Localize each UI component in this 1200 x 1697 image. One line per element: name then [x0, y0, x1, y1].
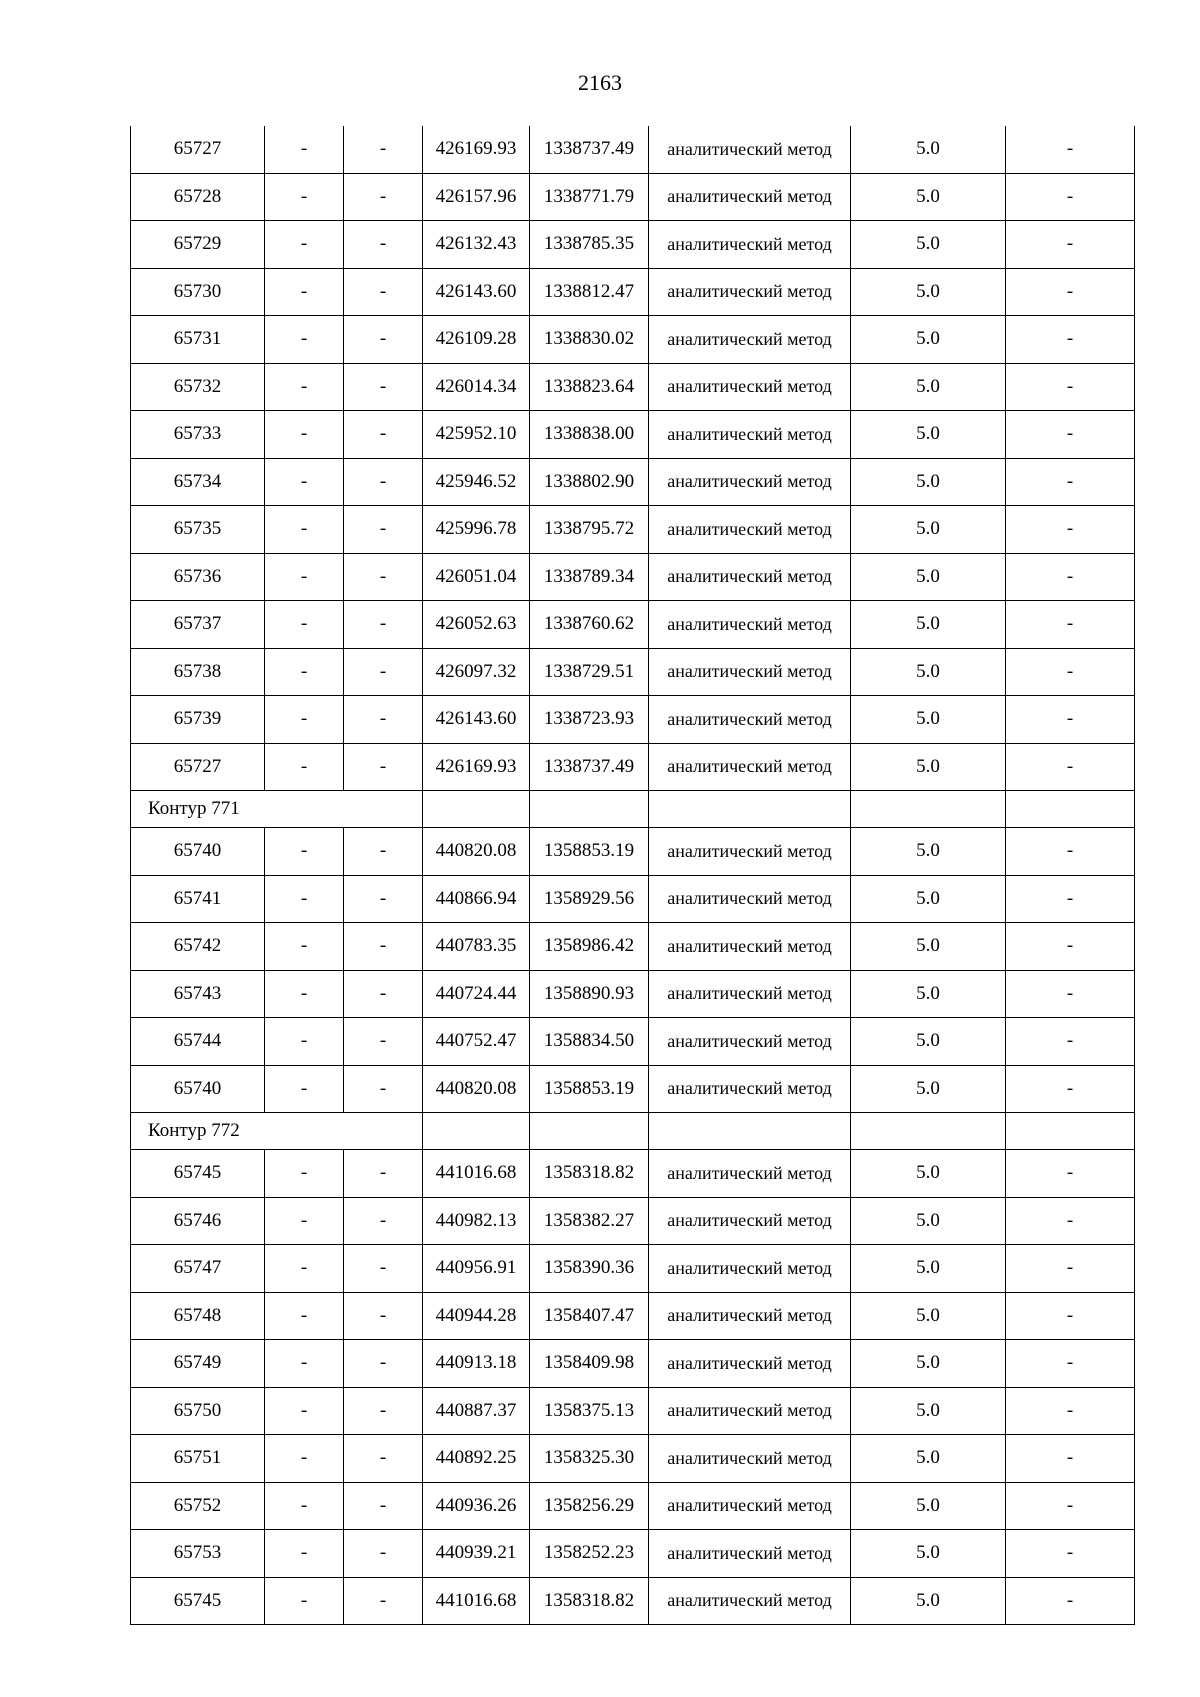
- dash-cell: -: [1006, 553, 1135, 601]
- point-number-cell: 65743: [131, 970, 265, 1018]
- dash-cell: -: [265, 648, 344, 696]
- dash-cell: -: [1006, 923, 1135, 971]
- empty-cell: [649, 791, 851, 828]
- dash-cell: -: [265, 1245, 344, 1293]
- point-row: [131, 553, 1135, 601]
- dash-cell: -: [344, 1577, 423, 1625]
- y-coordinate-cell: 1358853.19: [530, 828, 649, 876]
- y-coordinate-cell: 1338737.49: [530, 743, 649, 791]
- point-number-cell: 65727: [131, 126, 265, 173]
- point-number-cell: 65736: [131, 553, 265, 601]
- accuracy-cell: 5.0: [851, 648, 1006, 696]
- y-coordinate-cell: 1338723.93: [530, 696, 649, 744]
- x-coordinate-cell: 440944.28: [423, 1292, 530, 1340]
- point-number-cell: 65750: [131, 1387, 265, 1435]
- method-cell: аналитический метод: [649, 173, 851, 221]
- dash-cell: -: [344, 1065, 423, 1113]
- y-coordinate-cell: 1358318.82: [530, 1577, 649, 1625]
- dash-cell: -: [1006, 1292, 1135, 1340]
- point-number-cell: 65748: [131, 1292, 265, 1340]
- dash-cell: -: [344, 173, 423, 221]
- accuracy-cell: 5.0: [851, 1387, 1006, 1435]
- accuracy-cell: 5.0: [851, 601, 1006, 649]
- dash-cell: -: [265, 1340, 344, 1388]
- point-row: [131, 458, 1135, 506]
- method-cell: аналитический метод: [649, 1387, 851, 1435]
- point-row: [131, 126, 1135, 173]
- point-row: [131, 221, 1135, 269]
- dash-cell: -: [265, 828, 344, 876]
- point-number-cell: 65737: [131, 601, 265, 649]
- point-number-cell: 65740: [131, 1065, 265, 1113]
- coordinates-table: [130, 126, 1135, 1625]
- method-cell: аналитический метод: [649, 411, 851, 459]
- y-coordinate-cell: 1358929.56: [530, 875, 649, 923]
- dash-cell: -: [344, 970, 423, 1018]
- dash-cell: -: [344, 1435, 423, 1483]
- dash-cell: -: [265, 1482, 344, 1530]
- method-cell: аналитический метод: [649, 1577, 851, 1625]
- dash-cell: -: [265, 411, 344, 459]
- method-cell: аналитический метод: [649, 1292, 851, 1340]
- accuracy-cell: 5.0: [851, 506, 1006, 554]
- point-row: [131, 875, 1135, 923]
- empty-cell: [1006, 1113, 1135, 1150]
- y-coordinate-cell: 1358318.82: [530, 1150, 649, 1198]
- x-coordinate-cell: 440887.37: [423, 1387, 530, 1435]
- point-number-cell: 65740: [131, 828, 265, 876]
- point-number-cell: 65749: [131, 1340, 265, 1388]
- point-row: [131, 1340, 1135, 1388]
- point-row: [131, 411, 1135, 459]
- accuracy-cell: 5.0: [851, 411, 1006, 459]
- y-coordinate-cell: 1338760.62: [530, 601, 649, 649]
- point-row: [131, 316, 1135, 364]
- method-cell: аналитический метод: [649, 828, 851, 876]
- point-number-cell: 65741: [131, 875, 265, 923]
- dash-cell: -: [344, 506, 423, 554]
- method-cell: аналитический метод: [649, 601, 851, 649]
- y-coordinate-cell: 1338823.64: [530, 363, 649, 411]
- dash-cell: -: [1006, 316, 1135, 364]
- accuracy-cell: 5.0: [851, 828, 1006, 876]
- method-cell: аналитический метод: [649, 1340, 851, 1388]
- empty-cell: [1006, 791, 1135, 828]
- dash-cell: -: [344, 316, 423, 364]
- dash-cell: -: [1006, 126, 1135, 173]
- point-number-cell: 65729: [131, 221, 265, 269]
- point-row: [131, 923, 1135, 971]
- dash-cell: -: [265, 923, 344, 971]
- point-row: [131, 601, 1135, 649]
- dash-cell: -: [344, 1387, 423, 1435]
- x-coordinate-cell: 441016.68: [423, 1577, 530, 1625]
- dash-cell: -: [1006, 1150, 1135, 1198]
- dash-cell: -: [344, 743, 423, 791]
- dash-cell: -: [344, 1018, 423, 1066]
- empty-cell: [423, 1113, 530, 1150]
- point-number-cell: 65753: [131, 1530, 265, 1578]
- contour-header-row: [131, 1113, 1135, 1150]
- x-coordinate-cell: 440892.25: [423, 1435, 530, 1483]
- point-row: [131, 1292, 1135, 1340]
- dash-cell: -: [344, 411, 423, 459]
- accuracy-cell: 5.0: [851, 316, 1006, 364]
- point-row: [131, 696, 1135, 744]
- empty-cell: [530, 791, 649, 828]
- method-cell: аналитический метод: [649, 743, 851, 791]
- dash-cell: -: [265, 1292, 344, 1340]
- accuracy-cell: 5.0: [851, 268, 1006, 316]
- point-row: [131, 1387, 1135, 1435]
- dash-cell: -: [265, 601, 344, 649]
- contour-label: Контур 772: [131, 1113, 423, 1150]
- dash-cell: -: [344, 1482, 423, 1530]
- accuracy-cell: 5.0: [851, 1065, 1006, 1113]
- dash-cell: -: [265, 316, 344, 364]
- point-row: [131, 1018, 1135, 1066]
- method-cell: аналитический метод: [649, 1065, 851, 1113]
- x-coordinate-cell: 440752.47: [423, 1018, 530, 1066]
- accuracy-cell: 5.0: [851, 1340, 1006, 1388]
- dash-cell: -: [1006, 268, 1135, 316]
- point-number-cell: 65732: [131, 363, 265, 411]
- y-coordinate-cell: 1338737.49: [530, 126, 649, 173]
- dash-cell: -: [1006, 828, 1135, 876]
- point-number-cell: 65745: [131, 1150, 265, 1198]
- dash-cell: -: [265, 363, 344, 411]
- dash-cell: -: [265, 1530, 344, 1578]
- accuracy-cell: 5.0: [851, 221, 1006, 269]
- dash-cell: -: [344, 875, 423, 923]
- point-number-cell: 65752: [131, 1482, 265, 1530]
- x-coordinate-cell: 426052.63: [423, 601, 530, 649]
- empty-cell: [649, 1113, 851, 1150]
- dash-cell: -: [344, 1340, 423, 1388]
- dash-cell: -: [344, 126, 423, 173]
- point-row: [131, 1530, 1135, 1578]
- method-cell: аналитический метод: [649, 458, 851, 506]
- dash-cell: -: [344, 828, 423, 876]
- x-coordinate-cell: 440982.13: [423, 1197, 530, 1245]
- dash-cell: -: [1006, 1482, 1135, 1530]
- dash-cell: -: [1006, 970, 1135, 1018]
- accuracy-cell: 5.0: [851, 553, 1006, 601]
- x-coordinate-cell: 426143.60: [423, 268, 530, 316]
- point-row: [131, 1150, 1135, 1198]
- point-row: [131, 363, 1135, 411]
- dash-cell: -: [1006, 1245, 1135, 1293]
- point-row: [131, 1577, 1135, 1625]
- dash-cell: -: [1006, 1018, 1135, 1066]
- dash-cell: -: [1006, 1065, 1135, 1113]
- x-coordinate-cell: 426143.60: [423, 696, 530, 744]
- y-coordinate-cell: 1358256.29: [530, 1482, 649, 1530]
- x-coordinate-cell: 426157.96: [423, 173, 530, 221]
- accuracy-cell: 5.0: [851, 743, 1006, 791]
- empty-cell: [851, 1113, 1006, 1150]
- dash-cell: -: [344, 923, 423, 971]
- dash-cell: -: [1006, 1340, 1135, 1388]
- empty-cell: [851, 791, 1006, 828]
- dash-cell: -: [265, 268, 344, 316]
- dash-cell: -: [1006, 1387, 1135, 1435]
- x-coordinate-cell: 426169.93: [423, 126, 530, 173]
- point-number-cell: 65730: [131, 268, 265, 316]
- point-row: [131, 1245, 1135, 1293]
- point-number-cell: 65745: [131, 1577, 265, 1625]
- dash-cell: -: [344, 696, 423, 744]
- point-number-cell: 65735: [131, 506, 265, 554]
- dash-cell: -: [1006, 506, 1135, 554]
- dash-cell: -: [344, 601, 423, 649]
- dash-cell: -: [265, 1150, 344, 1198]
- x-coordinate-cell: 426169.93: [423, 743, 530, 791]
- x-coordinate-cell: 440939.21: [423, 1530, 530, 1578]
- dash-cell: -: [1006, 743, 1135, 791]
- dash-cell: -: [344, 1245, 423, 1293]
- point-number-cell: 65739: [131, 696, 265, 744]
- method-cell: аналитический метод: [649, 1197, 851, 1245]
- dash-cell: -: [1006, 696, 1135, 744]
- dash-cell: -: [1006, 1577, 1135, 1625]
- point-row: [131, 1482, 1135, 1530]
- method-cell: аналитический метод: [649, 506, 851, 554]
- x-coordinate-cell: 440956.91: [423, 1245, 530, 1293]
- dash-cell: -: [1006, 648, 1135, 696]
- x-coordinate-cell: 440820.08: [423, 828, 530, 876]
- dash-cell: -: [1006, 411, 1135, 459]
- dash-cell: -: [344, 1197, 423, 1245]
- x-coordinate-cell: 440936.26: [423, 1482, 530, 1530]
- y-coordinate-cell: 1338771.79: [530, 173, 649, 221]
- dash-cell: -: [265, 743, 344, 791]
- dash-cell: -: [265, 221, 344, 269]
- y-coordinate-cell: 1338838.00: [530, 411, 649, 459]
- point-row: [131, 1197, 1135, 1245]
- point-row: [131, 173, 1135, 221]
- accuracy-cell: 5.0: [851, 923, 1006, 971]
- dash-cell: -: [344, 1530, 423, 1578]
- dash-cell: -: [265, 553, 344, 601]
- dash-cell: -: [344, 221, 423, 269]
- point-number-cell: 65731: [131, 316, 265, 364]
- accuracy-cell: 5.0: [851, 875, 1006, 923]
- accuracy-cell: 5.0: [851, 1435, 1006, 1483]
- point-row: [131, 743, 1135, 791]
- dash-cell: -: [1006, 363, 1135, 411]
- y-coordinate-cell: 1358375.13: [530, 1387, 649, 1435]
- method-cell: аналитический метод: [649, 1150, 851, 1198]
- dash-cell: -: [265, 696, 344, 744]
- accuracy-cell: 5.0: [851, 1292, 1006, 1340]
- accuracy-cell: 5.0: [851, 126, 1006, 173]
- point-row: [131, 1435, 1135, 1483]
- dash-cell: -: [265, 970, 344, 1018]
- y-coordinate-cell: 1358890.93: [530, 970, 649, 1018]
- point-row: [131, 970, 1135, 1018]
- dash-cell: -: [344, 1150, 423, 1198]
- method-cell: аналитический метод: [649, 1018, 851, 1066]
- x-coordinate-cell: 440913.18: [423, 1340, 530, 1388]
- y-coordinate-cell: 1358409.98: [530, 1340, 649, 1388]
- y-coordinate-cell: 1358986.42: [530, 923, 649, 971]
- empty-cell: [530, 1113, 649, 1150]
- method-cell: аналитический метод: [649, 268, 851, 316]
- dash-cell: -: [1006, 221, 1135, 269]
- accuracy-cell: 5.0: [851, 1530, 1006, 1578]
- y-coordinate-cell: 1358834.50: [530, 1018, 649, 1066]
- method-cell: аналитический метод: [649, 1530, 851, 1578]
- x-coordinate-cell: 440724.44: [423, 970, 530, 1018]
- point-number-cell: 65744: [131, 1018, 265, 1066]
- method-cell: аналитический метод: [649, 696, 851, 744]
- dash-cell: -: [344, 268, 423, 316]
- method-cell: аналитический метод: [649, 923, 851, 971]
- point-row: [131, 268, 1135, 316]
- dash-cell: -: [1006, 1530, 1135, 1578]
- dash-cell: -: [344, 458, 423, 506]
- method-cell: аналитический метод: [649, 1435, 851, 1483]
- point-row: [131, 648, 1135, 696]
- point-number-cell: 65751: [131, 1435, 265, 1483]
- y-coordinate-cell: 1338795.72: [530, 506, 649, 554]
- accuracy-cell: 5.0: [851, 458, 1006, 506]
- point-number-cell: 65746: [131, 1197, 265, 1245]
- method-cell: аналитический метод: [649, 316, 851, 364]
- point-row: [131, 828, 1135, 876]
- y-coordinate-cell: 1338830.02: [530, 316, 649, 364]
- table-body: [131, 126, 1135, 1625]
- page-number: 2163: [578, 70, 622, 95]
- dash-cell: -: [344, 648, 423, 696]
- point-number-cell: 65728: [131, 173, 265, 221]
- x-coordinate-cell: 426014.34: [423, 363, 530, 411]
- accuracy-cell: 5.0: [851, 1577, 1006, 1625]
- method-cell: аналитический метод: [649, 1482, 851, 1530]
- y-coordinate-cell: 1338812.47: [530, 268, 649, 316]
- point-row: [131, 1065, 1135, 1113]
- dash-cell: -: [265, 506, 344, 554]
- dash-cell: -: [265, 1577, 344, 1625]
- point-number-cell: 65742: [131, 923, 265, 971]
- dash-cell: -: [344, 553, 423, 601]
- y-coordinate-cell: 1358325.30: [530, 1435, 649, 1483]
- accuracy-cell: 5.0: [851, 1150, 1006, 1198]
- accuracy-cell: 5.0: [851, 1482, 1006, 1530]
- x-coordinate-cell: 440866.94: [423, 875, 530, 923]
- accuracy-cell: 5.0: [851, 1245, 1006, 1293]
- point-row: [131, 506, 1135, 554]
- x-coordinate-cell: 426097.32: [423, 648, 530, 696]
- dash-cell: -: [265, 458, 344, 506]
- y-coordinate-cell: 1338802.90: [530, 458, 649, 506]
- dash-cell: -: [1006, 458, 1135, 506]
- point-number-cell: 65734: [131, 458, 265, 506]
- dash-cell: -: [265, 1197, 344, 1245]
- method-cell: аналитический метод: [649, 970, 851, 1018]
- x-coordinate-cell: 426132.43: [423, 221, 530, 269]
- accuracy-cell: 5.0: [851, 173, 1006, 221]
- method-cell: аналитический метод: [649, 1245, 851, 1293]
- dash-cell: -: [265, 1387, 344, 1435]
- contour-header-row: [131, 791, 1135, 828]
- dash-cell: -: [265, 875, 344, 923]
- method-cell: аналитический метод: [649, 553, 851, 601]
- dash-cell: -: [265, 173, 344, 221]
- contour-label: Контур 771: [131, 791, 423, 828]
- dash-cell: -: [1006, 173, 1135, 221]
- accuracy-cell: 5.0: [851, 363, 1006, 411]
- method-cell: аналитический метод: [649, 363, 851, 411]
- accuracy-cell: 5.0: [851, 970, 1006, 1018]
- x-coordinate-cell: 440820.08: [423, 1065, 530, 1113]
- x-coordinate-cell: 426109.28: [423, 316, 530, 364]
- accuracy-cell: 5.0: [851, 1197, 1006, 1245]
- x-coordinate-cell: 425946.52: [423, 458, 530, 506]
- x-coordinate-cell: 426051.04: [423, 553, 530, 601]
- dash-cell: -: [1006, 601, 1135, 649]
- method-cell: аналитический метод: [649, 221, 851, 269]
- dash-cell: -: [265, 1065, 344, 1113]
- y-coordinate-cell: 1358252.23: [530, 1530, 649, 1578]
- y-coordinate-cell: 1358853.19: [530, 1065, 649, 1113]
- dash-cell: -: [1006, 1197, 1135, 1245]
- x-coordinate-cell: 425996.78: [423, 506, 530, 554]
- point-number-cell: 65733: [131, 411, 265, 459]
- dash-cell: -: [1006, 875, 1135, 923]
- empty-cell: [423, 791, 530, 828]
- dash-cell: -: [265, 126, 344, 173]
- y-coordinate-cell: 1358390.36: [530, 1245, 649, 1293]
- point-number-cell: 65747: [131, 1245, 265, 1293]
- x-coordinate-cell: 425952.10: [423, 411, 530, 459]
- dash-cell: -: [344, 1292, 423, 1340]
- y-coordinate-cell: 1358382.27: [530, 1197, 649, 1245]
- dash-cell: -: [1006, 1435, 1135, 1483]
- point-number-cell: 65727: [131, 743, 265, 791]
- point-number-cell: 65738: [131, 648, 265, 696]
- dash-cell: -: [344, 363, 423, 411]
- y-coordinate-cell: 1338729.51: [530, 648, 649, 696]
- method-cell: аналитический метод: [649, 126, 851, 173]
- dash-cell: -: [265, 1018, 344, 1066]
- dash-cell: -: [265, 1435, 344, 1483]
- y-coordinate-cell: 1338785.35: [530, 221, 649, 269]
- y-coordinate-cell: 1338789.34: [530, 553, 649, 601]
- x-coordinate-cell: 441016.68: [423, 1150, 530, 1198]
- accuracy-cell: 5.0: [851, 696, 1006, 744]
- accuracy-cell: 5.0: [851, 1018, 1006, 1066]
- x-coordinate-cell: 440783.35: [423, 923, 530, 971]
- method-cell: аналитический метод: [649, 875, 851, 923]
- method-cell: аналитический метод: [649, 648, 851, 696]
- y-coordinate-cell: 1358407.47: [530, 1292, 649, 1340]
